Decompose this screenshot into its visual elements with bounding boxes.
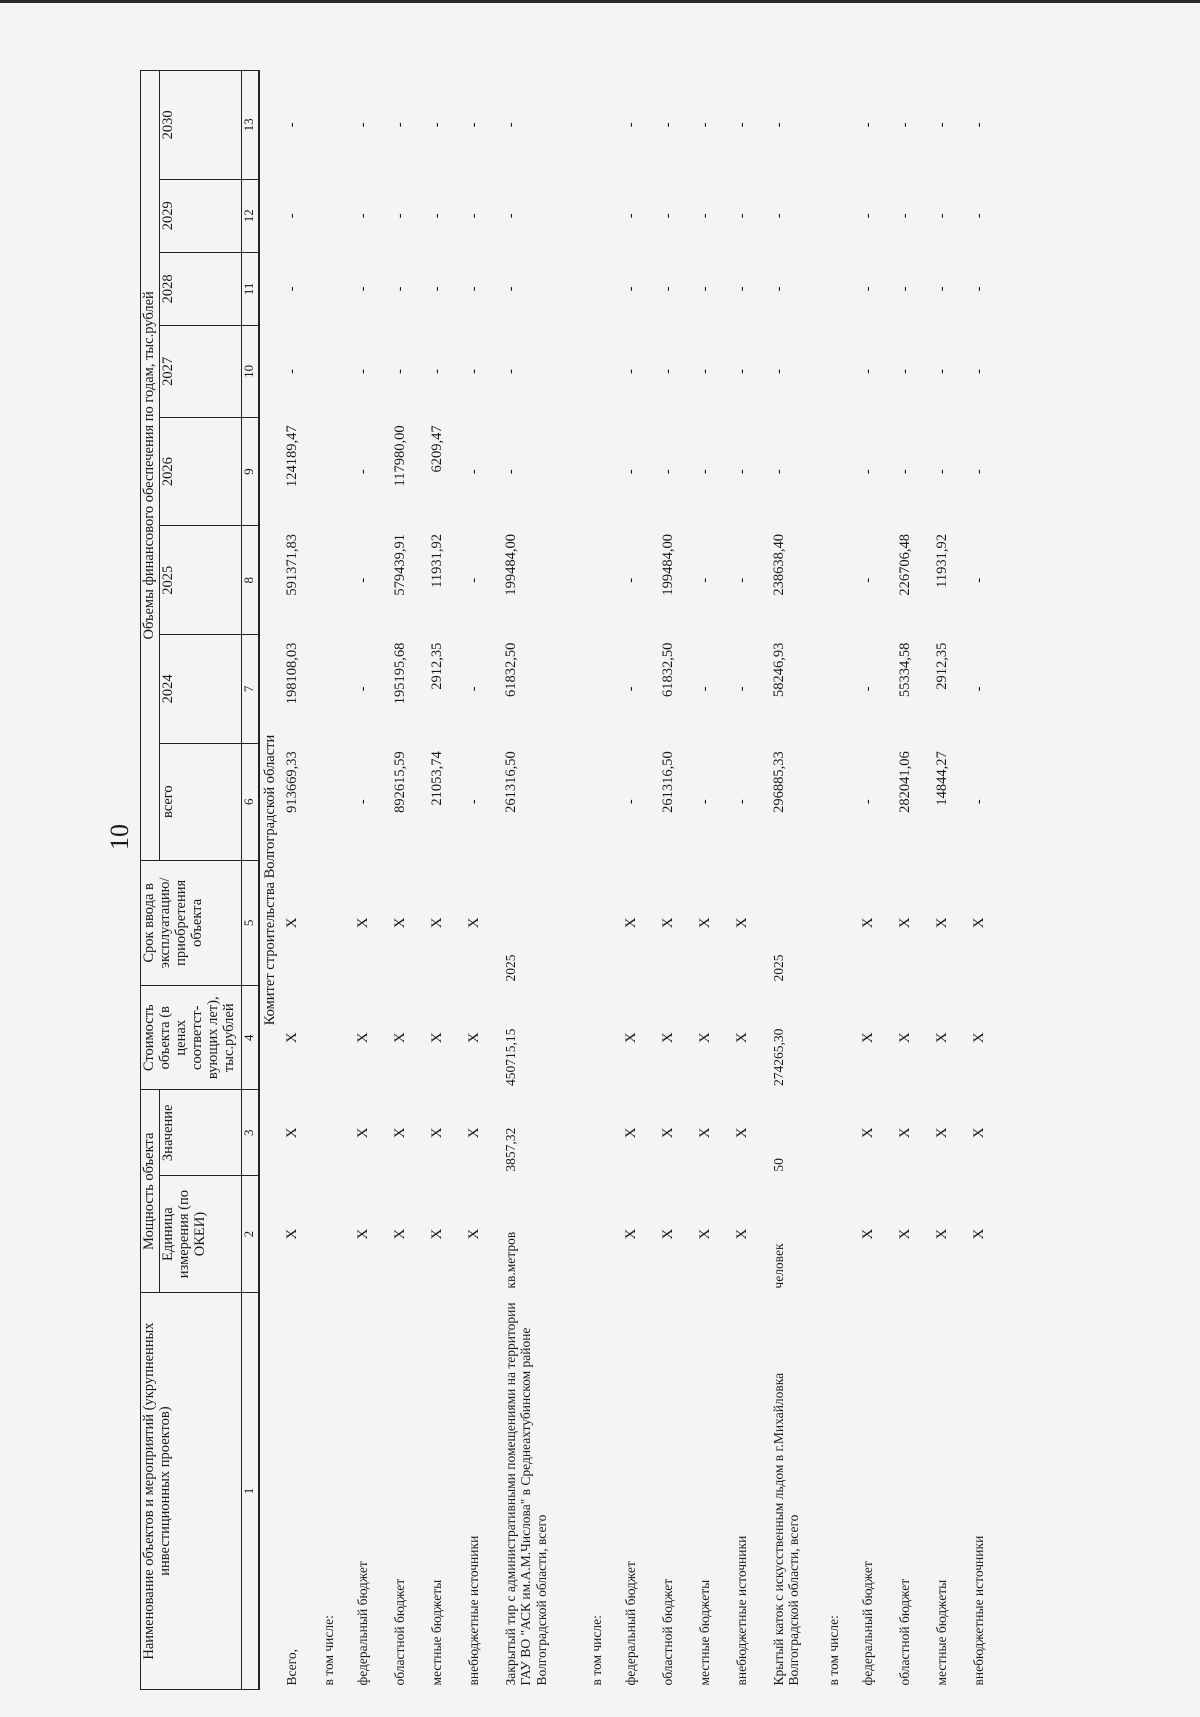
cell-y2026: 124189,47 (283, 425, 300, 487)
cell-y2025: 226706,48 (896, 533, 913, 596)
table-header (141, 71, 259, 1690)
cell-y2025: - (622, 577, 639, 583)
cell-term (589, 860, 623, 985)
header-2024: 2024 (159, 635, 241, 744)
funding-table (140, 70, 1008, 1690)
cell-y2024: - (696, 686, 713, 692)
cell-y2026 (321, 417, 355, 526)
table-row (429, 71, 466, 1690)
cell-y2024: 55334,58 (896, 642, 913, 697)
scan-top-edge (0, 0, 1200, 3)
cell-unit: X (428, 1228, 445, 1240)
cell-y2029: - (659, 213, 676, 219)
cell-y2030: - (354, 122, 371, 128)
header-value: Значение (159, 1090, 241, 1176)
cell-value: X (696, 1127, 713, 1139)
cell-cost: X (283, 1032, 300, 1044)
cell-name: Крытый каток с искусственным льдом в г.Михайловка Волгоградской области, всего (770, 1372, 802, 1686)
cell-y2029: - (970, 213, 987, 219)
cell-y2026: - (696, 469, 713, 475)
cell-value: X (970, 1127, 987, 1139)
cell-y2026: - (622, 469, 639, 475)
cell-y2027: - (770, 368, 787, 374)
cell-total: - (696, 799, 713, 805)
cell-y2030: - (770, 122, 787, 128)
cell-term: X (859, 917, 876, 929)
cell-y2028: - (770, 286, 787, 292)
table-row (392, 71, 429, 1690)
cell-y2027: - (283, 368, 300, 374)
cell-y2024: - (465, 686, 482, 692)
rotated-page (140, 70, 1180, 1690)
cell-total: - (465, 799, 482, 805)
cell-y2030: - (896, 122, 913, 128)
table-row (934, 71, 971, 1690)
cell-term: X (283, 917, 300, 929)
cell-total: - (354, 799, 371, 805)
cell-y2026: - (465, 469, 482, 475)
cell-y2029: - (354, 213, 371, 219)
cell-unit (826, 1176, 860, 1293)
cell-name: областной бюджет (391, 1578, 407, 1686)
cell-y2030 (321, 71, 355, 180)
page-number: 10 (105, 824, 134, 850)
column-number: 3 (241, 1090, 259, 1176)
cell-y2026 (826, 417, 860, 526)
cell-y2028: - (428, 286, 445, 292)
cell-unit: человек (770, 1243, 786, 1289)
cell-y2025: 591371,83 (283, 533, 300, 596)
cell-y2027: - (733, 368, 750, 374)
cell-cost: X (859, 1032, 876, 1044)
cell-y2027: - (859, 368, 876, 374)
cell-y2025: 11931,92 (428, 533, 445, 588)
cell-name: местные бюджеты (696, 1579, 712, 1686)
cell-y2027: - (696, 368, 713, 374)
cell-y2026: 6209,47 (428, 425, 445, 473)
cell-y2030 (589, 71, 623, 180)
table-row (466, 71, 503, 1690)
cell-y2027: - (428, 368, 445, 374)
cell-unit: X (354, 1228, 371, 1240)
cell-term: X (933, 917, 950, 929)
cell-unit: X (465, 1228, 482, 1240)
cell-y2030: - (465, 122, 482, 128)
column-number: 1 (241, 1293, 259, 1690)
cell-y2024: 2912,35 (428, 642, 445, 690)
cell-y2028: - (696, 286, 713, 292)
cell-y2024 (321, 635, 355, 744)
cell-cost: X (428, 1032, 445, 1044)
cell-y2029 (321, 179, 355, 252)
cell-y2024: 195195,68 (391, 642, 408, 705)
header-cost: Стоимость объекта (в ценах соответст-вующих лет), тыс.рублей (141, 986, 242, 1090)
cell-term: X (391, 917, 408, 929)
cell-y2030 (826, 71, 860, 180)
cell-y2029: - (733, 213, 750, 219)
cell-unit: X (659, 1228, 676, 1240)
cell-y2028: - (859, 286, 876, 292)
cell-name: Всего, (283, 1649, 299, 1686)
cell-name: в том числе: (588, 1615, 604, 1686)
cell-term: X (354, 917, 371, 929)
cell-name: федеральный бюджет (622, 1561, 638, 1686)
cell-term: 2025 (770, 954, 786, 982)
column-number: 13 (241, 71, 259, 180)
cell-cost (826, 986, 860, 1090)
cell-y2027: - (465, 368, 482, 374)
cell-y2029 (589, 179, 623, 252)
cell-y2024: 198108,03 (283, 642, 300, 705)
cell-value: X (933, 1127, 950, 1139)
cell-total: 14844,27 (933, 751, 950, 806)
column-number: 2 (241, 1176, 259, 1293)
cell-name: внебюджетные источники (465, 1535, 481, 1686)
cell-value: 3857,32 (502, 1127, 518, 1172)
cell-y2026: - (970, 469, 987, 475)
cell-y2024: 61832,50 (502, 642, 519, 697)
cell-y2025: 199484,00 (659, 533, 676, 596)
cell-total: 261316,50 (502, 751, 519, 813)
cell-value: X (354, 1127, 371, 1139)
cell-y2027: - (933, 368, 950, 374)
cell-term: X (659, 917, 676, 929)
table-body (259, 71, 1008, 1690)
cell-y2030: - (859, 122, 876, 128)
cell-value: X (428, 1127, 445, 1139)
cell-value: X (283, 1127, 300, 1139)
cell-y2028: - (896, 286, 913, 292)
cell-value: X (896, 1127, 913, 1139)
header-capacity: Мощность объекта (141, 1090, 160, 1293)
cell-name: областной бюджет (896, 1578, 912, 1686)
cell-y2025 (321, 526, 355, 635)
cell-total: 296885,33 (770, 751, 787, 813)
cell-unit (589, 1176, 623, 1293)
cell-y2030: - (428, 122, 445, 128)
table-row (503, 71, 589, 1690)
cell-cost: X (391, 1032, 408, 1044)
cell-unit: X (733, 1228, 750, 1240)
cell-name: федеральный бюджет (354, 1561, 370, 1686)
cell-cost: 274265,30 (770, 1028, 786, 1086)
table-row (971, 71, 1008, 1690)
cell-y2025: - (696, 577, 713, 583)
column-number: 6 (241, 743, 259, 860)
cell-total: 261316,50 (659, 751, 676, 813)
cell-unit: X (970, 1228, 987, 1240)
cell-y2024: - (859, 686, 876, 692)
column-number: 5 (241, 860, 259, 985)
cell-y2028: - (659, 286, 676, 292)
cell-y2025 (826, 526, 860, 635)
cell-y2027: - (896, 368, 913, 374)
cell-unit: X (696, 1228, 713, 1240)
cell-y2029: - (696, 213, 713, 219)
cell-y2024: 58246,93 (770, 642, 787, 697)
header-2027: 2027 (159, 325, 241, 417)
cell-value: X (622, 1127, 639, 1139)
header-object-name: Наименование объектов и мероприятий (укрупненных инвестиционных проектов) (141, 1293, 242, 1690)
cell-value (321, 1090, 355, 1176)
cell-y2028 (589, 252, 623, 325)
cell-total: 892615,59 (391, 751, 408, 813)
cell-y2030: - (696, 122, 713, 128)
cell-name: местные бюджеты (933, 1579, 949, 1686)
cell-unit: X (933, 1228, 950, 1240)
cell-y2029: - (465, 213, 482, 219)
cell-y2027: - (391, 368, 408, 374)
cell-y2026: - (659, 469, 676, 475)
cell-term: 2025 (502, 954, 518, 982)
cell-y2028: - (970, 286, 987, 292)
cell-y2026: - (354, 469, 371, 475)
cell-term (321, 860, 355, 985)
column-number: 9 (241, 417, 259, 526)
cell-unit: X (896, 1228, 913, 1240)
cell-unit: X (391, 1228, 408, 1240)
cell-y2027: - (502, 368, 519, 374)
column-number: 8 (241, 526, 259, 635)
cell-y2028: - (502, 286, 519, 292)
cell-y2026: 117980,00 (391, 425, 408, 487)
table-row (734, 71, 771, 1690)
header-2025: 2025 (159, 526, 241, 635)
table-row (826, 71, 860, 1690)
cell-total: - (859, 799, 876, 805)
column-number: 12 (241, 179, 259, 252)
cell-y2030: - (622, 122, 639, 128)
cell-cost: 450715,15 (502, 1028, 518, 1086)
table-row (284, 71, 321, 1690)
table-row (660, 71, 697, 1690)
cell-y2030: - (733, 122, 750, 128)
cell-y2026: - (896, 469, 913, 475)
cell-y2028: - (622, 286, 639, 292)
cell-cost: X (465, 1032, 482, 1044)
cell-y2024: 61832,50 (659, 642, 676, 697)
cell-y2026: - (733, 469, 750, 475)
table-row (771, 71, 826, 1690)
cell-y2030: - (970, 122, 987, 128)
column-number: 11 (241, 252, 259, 325)
cell-y2030: - (391, 122, 408, 128)
header-unit: Единица измерения (по ОКЕИ) (159, 1176, 241, 1293)
cell-y2024: - (970, 686, 987, 692)
cell-cost: X (896, 1032, 913, 1044)
cell-value: X (465, 1127, 482, 1139)
cell-y2025: 579439,91 (391, 533, 408, 596)
cell-y2028: - (465, 286, 482, 292)
cell-value: X (391, 1127, 408, 1139)
table-row (697, 71, 734, 1690)
cell-term: X (465, 917, 482, 929)
cell-cost: X (933, 1032, 950, 1044)
cell-y2027: - (970, 368, 987, 374)
cell-y2030: - (283, 122, 300, 128)
cell-y2027: - (659, 368, 676, 374)
cell-y2027: - (354, 368, 371, 374)
cell-y2028: - (283, 286, 300, 292)
cell-y2025: - (354, 577, 371, 583)
cell-name: федеральный бюджет (859, 1561, 875, 1686)
cell-y2024: - (354, 686, 371, 692)
cell-y2025: - (733, 577, 750, 583)
cell-y2029: - (933, 213, 950, 219)
header-funding: Объемы финансового обеспечения по годам, тыс.рублей (141, 71, 160, 861)
cell-total: 282041,06 (896, 751, 913, 813)
cell-cost: X (970, 1032, 987, 1044)
cell-total: 21053,74 (428, 751, 445, 806)
cell-value (826, 1090, 860, 1176)
cell-cost: X (659, 1032, 676, 1044)
cell-term: X (622, 917, 639, 929)
cell-term: X (696, 917, 713, 929)
table-row (321, 71, 355, 1690)
cell-y2028: - (391, 286, 408, 292)
cell-y2027 (589, 325, 623, 417)
cell-unit: кв.метров (502, 1231, 518, 1289)
cell-value: X (733, 1127, 750, 1139)
cell-y2024 (826, 635, 860, 744)
cell-cost (589, 986, 623, 1090)
cell-y2029: - (283, 213, 300, 219)
cell-unit: X (622, 1228, 639, 1240)
cell-y2025: 11931,92 (933, 533, 950, 588)
cell-name: внебюджетные источники (733, 1535, 749, 1686)
cell-y2026: - (859, 469, 876, 475)
cell-term: X (733, 917, 750, 929)
cell-y2024: 2912,35 (933, 642, 950, 690)
cell-value: X (659, 1127, 676, 1139)
cell-term (826, 860, 860, 985)
cell-name: внебюджетные источники (970, 1535, 986, 1686)
cell-y2024: - (622, 686, 639, 692)
cell-y2029: - (859, 213, 876, 219)
section-title: Комитет строительства Волгоградской области (261, 734, 278, 1026)
cell-y2027 (321, 325, 355, 417)
cell-total (589, 743, 623, 860)
cell-total: - (622, 799, 639, 805)
cell-cost (321, 986, 355, 1090)
cell-y2025: - (859, 577, 876, 583)
header-2028: 2028 (159, 252, 241, 325)
cell-y2026: - (502, 469, 519, 475)
cell-y2028 (321, 252, 355, 325)
cell-unit (321, 1176, 355, 1293)
cell-y2025: 238638,40 (770, 533, 787, 596)
table-row (589, 71, 623, 1690)
cell-y2030: - (502, 122, 519, 128)
header-term: Срок ввода в эксплуатацию/ приобретения объекта (141, 860, 242, 985)
cell-y2027 (826, 325, 860, 417)
cell-name: местные бюджеты (428, 1579, 444, 1686)
cell-unit: X (283, 1228, 300, 1240)
cell-total: - (970, 799, 987, 805)
cell-y2029: - (391, 213, 408, 219)
cell-y2024 (589, 635, 623, 744)
cell-term: X (428, 917, 445, 929)
cell-y2030: - (659, 122, 676, 128)
cell-name: в том числе: (320, 1615, 336, 1686)
cell-y2026: - (770, 469, 787, 475)
cell-y2030: - (933, 122, 950, 128)
cell-y2025: - (465, 577, 482, 583)
header-2030: 2030 (159, 71, 241, 180)
cell-y2028: - (354, 286, 371, 292)
cell-y2025: - (970, 577, 987, 583)
cell-y2029: - (502, 213, 519, 219)
cell-total: - (733, 799, 750, 805)
cell-cost: X (733, 1032, 750, 1044)
table-row (897, 71, 934, 1690)
cell-y2024: - (733, 686, 750, 692)
cell-y2029: - (896, 213, 913, 219)
cell-name: в том числе: (825, 1615, 841, 1686)
cell-value: X (859, 1127, 876, 1139)
cell-total: 913669,33 (283, 751, 300, 813)
column-numbers-row (241, 71, 259, 1690)
cell-cost: X (622, 1032, 639, 1044)
cell-unit: X (859, 1228, 876, 1240)
cell-name: Закрытый тир с административными помещениями на территории ГАУ ВО "АСК им.А.М.Числова" в Среднеахтубинском районе Волгоградской области, всего (502, 1302, 549, 1686)
cell-term: X (970, 917, 987, 929)
header-2029: 2029 (159, 179, 241, 252)
cell-cost: X (354, 1032, 371, 1044)
cell-value: 50 (770, 1158, 786, 1172)
table-row (623, 71, 660, 1690)
table-row (355, 71, 392, 1690)
cell-y2025: 199484,00 (502, 533, 519, 596)
cell-y2026: - (933, 469, 950, 475)
cell-y2029 (826, 179, 860, 252)
cell-value (589, 1090, 623, 1176)
header-total: всего (159, 743, 241, 860)
cell-y2025 (589, 526, 623, 635)
cell-y2027: - (622, 368, 639, 374)
cell-y2028: - (733, 286, 750, 292)
cell-term: X (896, 917, 913, 929)
cell-cost: X (696, 1032, 713, 1044)
cell-total (826, 743, 860, 860)
header-2026: 2026 (159, 417, 241, 526)
cell-name: областной бюджет (659, 1578, 675, 1686)
cell-total (321, 743, 355, 860)
table-row (860, 71, 897, 1690)
cell-y2029: - (622, 213, 639, 219)
cell-y2028: - (933, 286, 950, 292)
column-number: 4 (241, 986, 259, 1090)
cell-y2029: - (428, 213, 445, 219)
column-number: 10 (241, 325, 259, 417)
cell-y2026 (589, 417, 623, 526)
cell-y2029: - (770, 213, 787, 219)
column-number: 7 (241, 635, 259, 744)
cell-y2028 (826, 252, 860, 325)
